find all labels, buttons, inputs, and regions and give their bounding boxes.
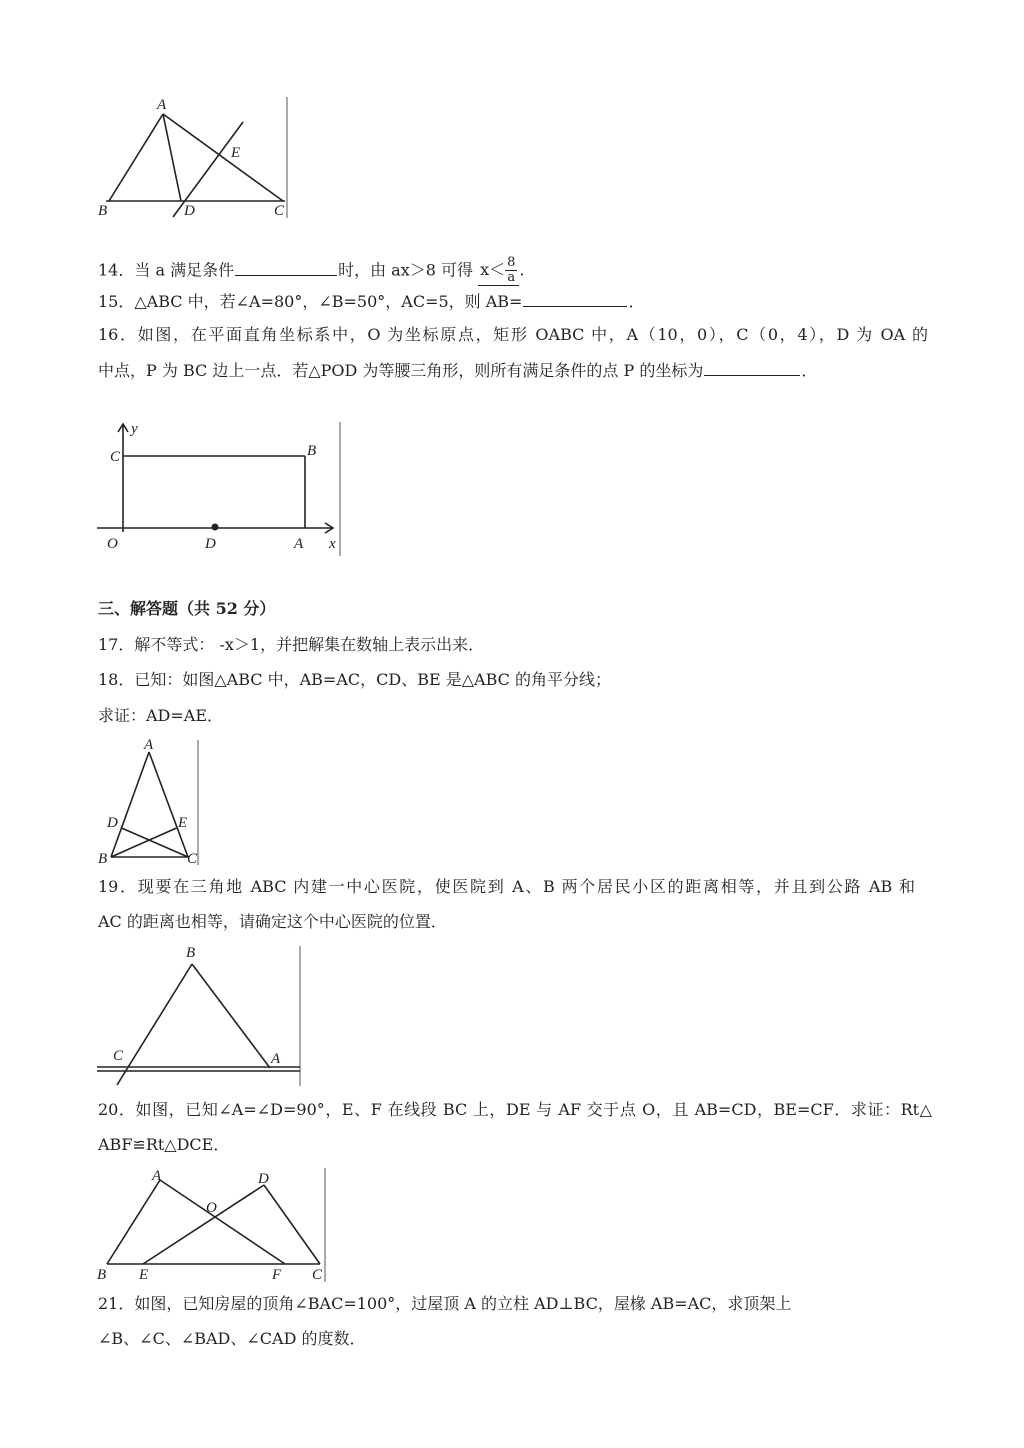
question-number: 17． — [98, 635, 135, 654]
question-number: 16． — [98, 325, 138, 344]
point-d — [212, 524, 219, 531]
label-c: C — [113, 1048, 124, 1064]
question-18-line-1 — [98, 669, 611, 691]
label-x-axis: x — [329, 536, 336, 552]
fraction — [505, 256, 517, 285]
label-f: F — [272, 1267, 282, 1283]
label-o: O — [206, 1200, 217, 1216]
question-text: 当 a 满足条件 — [134, 260, 235, 280]
question-20-line-1 — [98, 1099, 932, 1121]
question-text: 求证：AD=AE． — [98, 706, 224, 725]
answer-blank — [523, 290, 627, 307]
segment-ad — [163, 114, 181, 201]
question-end: ． — [628, 292, 645, 311]
question-text: ABF≌Rt△DCE． — [98, 1135, 230, 1154]
segment-dc — [264, 1185, 320, 1264]
result-prefix: x＜ — [480, 260, 506, 279]
question-text: 如图，在平面直角坐标系中，O 为坐标原点，矩形 OABC 中，A（10，0），C（0，4），D 为 OA 的 — [137, 325, 928, 344]
question-18-line-2 — [98, 705, 223, 727]
label-a: A — [144, 737, 154, 753]
label-a: A — [271, 1051, 281, 1067]
label-a: A — [294, 536, 304, 552]
label-c: C — [187, 851, 198, 867]
segment-ab — [111, 752, 149, 857]
question-number: 14． — [98, 260, 135, 280]
question-text: AC 的距离也相等，请确定这个中心医院的位置． — [98, 912, 447, 931]
fraction-numerator: 8 — [507, 255, 516, 270]
question-text: ∠B、∠C、∠BAD、∠CAD 的度数． — [98, 1329, 366, 1348]
label-b: B — [98, 851, 108, 867]
question-14 — [98, 255, 525, 285]
question-number: 20． — [98, 1100, 136, 1119]
question-17 — [98, 634, 484, 656]
label-b: B — [97, 1267, 107, 1283]
label-d: D — [205, 536, 216, 552]
question-end: ． — [801, 361, 818, 380]
question-text: 解不等式： -x＞1，并把解集在数轴上表示出来． — [134, 635, 485, 654]
question-19-line-1 — [98, 876, 915, 898]
question-text: 时，由 ax＞8 可得 — [338, 260, 474, 280]
question-text: 如图，已知房屋的顶角∠BAC=100°，过屋顶 A 的立柱 AD⊥BC，屋椽 AB=AC，求顶架上 — [134, 1294, 792, 1313]
segment-ba — [192, 964, 270, 1068]
label-d: D — [258, 1171, 269, 1187]
question-19-line-2 — [98, 911, 447, 933]
label-o: O — [107, 536, 118, 552]
question-text: 现要在三角地 ABC 内建一中心医院，使医院到 A、B 两个居民小区的距离相等，并且到公路 AB 和 — [137, 877, 915, 896]
question-number: 15． — [98, 292, 135, 311]
segment-ac — [163, 114, 283, 201]
label-b: B — [186, 945, 196, 961]
question-text: 中点，P 为 BC 边上一点．若△POD 为等腰三角形，则所有满足条件的点 P 的坐标为 — [98, 361, 704, 380]
question-16-line-1 — [98, 324, 928, 346]
label-c: C — [110, 449, 121, 465]
question-number: 18． — [98, 670, 135, 689]
answer-blank — [704, 359, 800, 376]
label-c: C — [312, 1267, 323, 1283]
label-b: B — [98, 203, 108, 219]
question-21-line-2 — [98, 1328, 365, 1350]
label-e: E — [139, 1267, 149, 1283]
label-c: C — [274, 203, 285, 219]
question-15 — [98, 290, 644, 312]
label-a: A — [152, 1168, 162, 1184]
label-e: E — [178, 815, 188, 831]
segment-ac — [149, 752, 188, 857]
label-a: A — [157, 97, 167, 113]
label-b: B — [307, 443, 317, 459]
question-end: . — [519, 260, 525, 280]
question-text: 如图，已知∠A=∠D=90°，E、F 在线段 BC 上，DE 与 AF 交于点 O，且 AB=CD，BE=CF．求证：Rt△ — [135, 1100, 932, 1119]
inequality-result — [478, 256, 519, 286]
segment-be — [111, 828, 177, 857]
figure-q18 — [98, 737, 198, 867]
fraction-denominator: a — [507, 270, 516, 285]
question-text: 已知：如图△ABC 中，AB=AC，CD、BE 是△ABC 的角平分线； — [134, 670, 611, 689]
segment-af — [160, 1180, 285, 1264]
figure-q20 — [97, 1168, 325, 1283]
label-e: E — [231, 145, 241, 161]
segment-de — [143, 1185, 264, 1264]
segment-ab — [107, 1180, 160, 1264]
figure-q16 — [97, 421, 340, 556]
question-20-line-2 — [98, 1134, 229, 1156]
label-d: D — [107, 815, 118, 831]
question-16-line-2 — [98, 359, 817, 381]
question-text: △ABC 中，若∠A=80°，∠B=50°，AC=5，则 AB= — [134, 292, 523, 311]
segment-ab — [109, 114, 163, 201]
label-y-axis: y — [131, 421, 138, 437]
question-21-line-1 — [98, 1293, 791, 1315]
figure-q13 — [98, 97, 287, 219]
section-heading: 三、解答题（共 52 分） — [98, 599, 276, 618]
label-d: D — [184, 203, 195, 219]
question-number: 19． — [98, 877, 138, 896]
answer-blank — [235, 259, 337, 276]
figure-q19 — [97, 945, 300, 1086]
question-number: 21． — [98, 1294, 135, 1313]
